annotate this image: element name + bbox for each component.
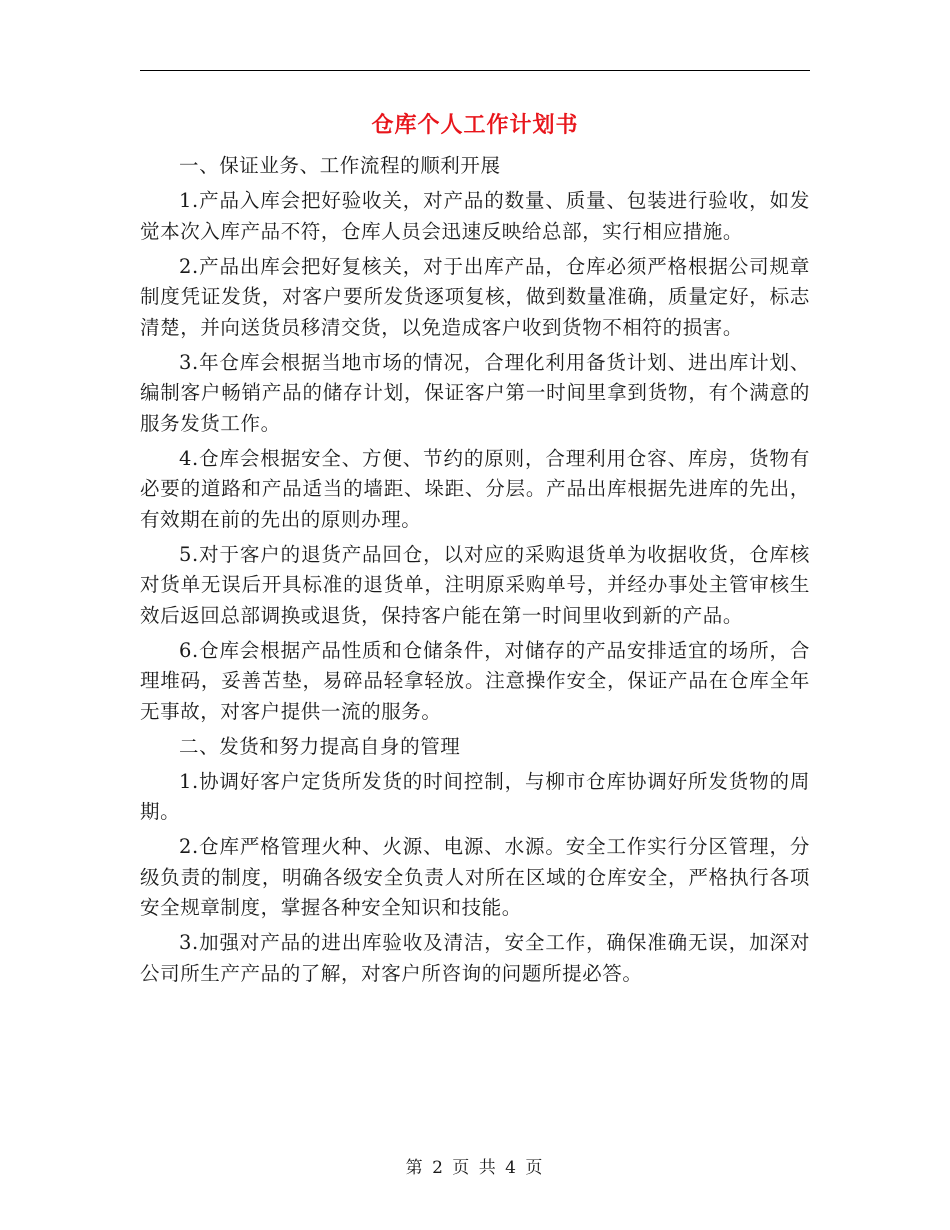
footer-suffix: 页 [525, 1158, 545, 1178]
footer-middle: 页 共 [452, 1158, 498, 1178]
paragraph-2-3: 3.加强对产品的进出库验收及清洁，安全工作，确保准确无误，加深对公司所生产产品的了解，对客户所咨询的问题所提必答。 [140, 931, 810, 985]
header-rule [140, 70, 810, 71]
paragraph-2-2: 2.仓库严格管理火种、火源、电源、水源。安全工作实行分区管理，分级负责的制度，明确各级安全负责人对所在区域的仓库安全，严格执行各项安全规章制度，掌握各种安全知识和技能。 [140, 835, 810, 919]
footer-prefix: 第 [405, 1158, 425, 1178]
paragraph-1-5: 5.对于客户的退货产品回仓，以对应的采购退货单为收据收货，仓库核对货单无误后开具标准的退货单，注明原采购单号，并经办事处主管审核生效后返回总部调换或退货，保持客户能在第一时间里收到新的产品。 [140, 542, 810, 627]
document-body [140, 151, 810, 994]
paragraph-1-2: 2.产品出库会把好复核关，对于出库产品，仓库必须严格根据公司规章制度凭证发货，对客户要所发货逐项复核，做到数量准确，质量定好，标志清楚，并向送货员移清交货，以免造成客户收到货物不相符的损害。 [140, 254, 810, 339]
section-heading-2: 二、发货和努力提高自身的管理 [179, 734, 461, 758]
paragraph-1-3: 3.年仓库会根据当地市场的情况，合理化利用备货计划、进出库计划、编制客户畅销产品的储存计划，保证客户第一时间里拿到货物，有个满意的服务发货工作。 [140, 350, 810, 435]
document-title: 仓库个人工作计划书 [371, 112, 579, 138]
footer-total-pages: 4 [505, 1158, 518, 1178]
paragraph-1-4: 4.仓库会根据安全、方便、节约的原则，合理利用仓容、库房，货物有必要的道路和产品适当的墙距、垛距、分层。产品出库根据先进库的先出，有效期在前的先出的原则办理。 [140, 446, 810, 531]
page-footer [0, 1153, 950, 1178]
paragraph-2-1: 1.协调好客户定货所发货的时间控制，与柳市仓库协调好所发货物的周期。 [140, 769, 810, 823]
paragraph-1-6: 6.仓库会根据产品性质和仓储条件，对储存的产品安排适宜的场所，合理堆码，妥善苫垫，易碎品轻拿轻放。注意操作安全，保证产品在仓库全年无事故，对客户提供一流的服务。 [140, 638, 810, 723]
paragraph-1-1: 1.产品入库会把好验收关，对产品的数量、质量、包装进行验收，如发觉本次入库产品不符，仓库人员会迅速反映给总部，实行相应措施。 [140, 189, 810, 243]
section-heading-1: 一、保证业务、工作流程的顺利开展 [179, 154, 501, 177]
footer-page-number: 2 [432, 1158, 445, 1178]
